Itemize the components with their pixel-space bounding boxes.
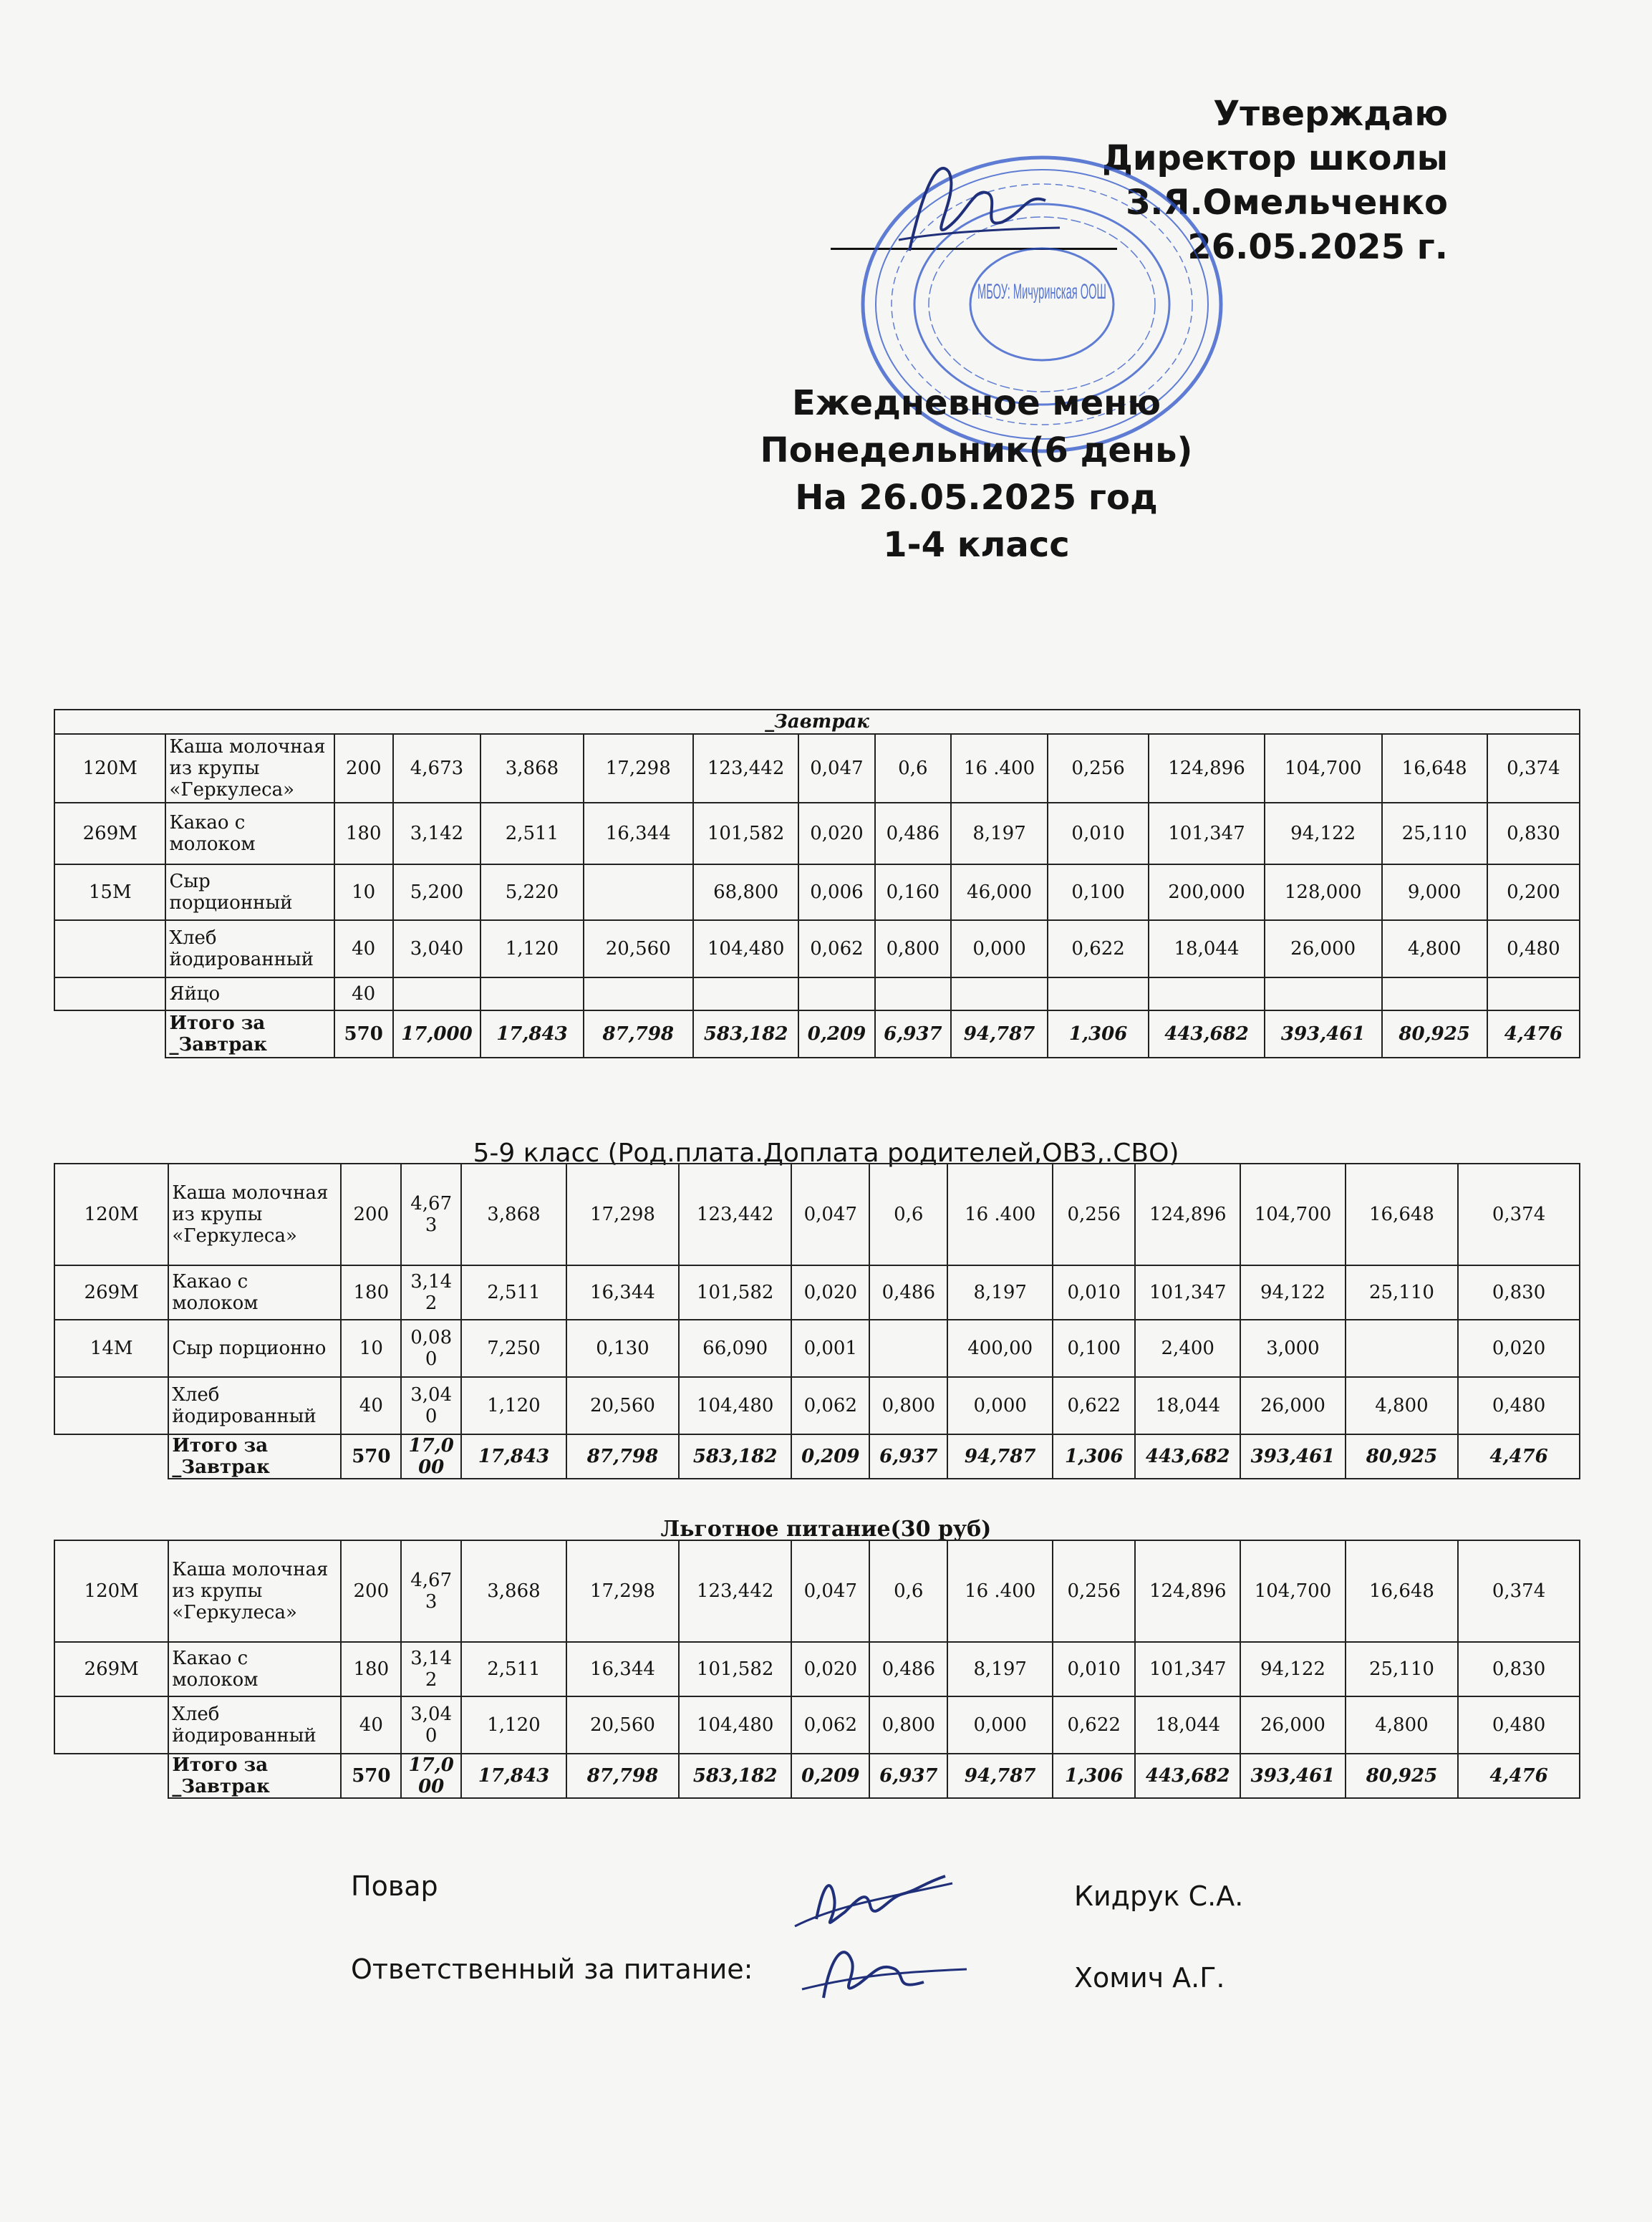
value-cell: 87,798 xyxy=(566,1754,679,1798)
table-row xyxy=(54,920,1580,977)
value-cell: 5,200 xyxy=(393,864,481,920)
value-cell: 0,374 xyxy=(1458,1164,1580,1265)
value-cell: 40 xyxy=(341,1696,401,1754)
value-cell xyxy=(875,977,951,1010)
value-cell: 0,622 xyxy=(1053,1696,1135,1754)
value-cell: 8,197 xyxy=(951,803,1048,864)
recipe-code-cell: 15М xyxy=(54,864,165,920)
page-title: Ежедневное меню xyxy=(792,383,1161,423)
value-cell: 4,800 xyxy=(1346,1696,1458,1754)
value-cell: 4,476 xyxy=(1487,1010,1580,1058)
value-cell: 0,374 xyxy=(1458,1540,1580,1642)
value-cell: 0,160 xyxy=(875,864,951,920)
total-row xyxy=(54,1434,1580,1479)
dish-name-cell: Каша молочная из крупы «Геркулеса» xyxy=(168,1540,341,1642)
dish-name-cell: Итого за _Завтрак xyxy=(165,1010,334,1058)
value-cell: 80,925 xyxy=(1382,1010,1487,1058)
dish-name-cell: Итого за _Завтрак xyxy=(168,1754,341,1798)
table-row xyxy=(54,1540,1580,1642)
director-signature xyxy=(881,143,1067,265)
value-cell: 0,6 xyxy=(869,1540,947,1642)
value-cell: 16,648 xyxy=(1346,1164,1458,1265)
value-cell: 18,044 xyxy=(1135,1696,1240,1754)
value-cell: 4,673 xyxy=(401,1540,461,1642)
recipe-code-cell: 14М xyxy=(54,1320,168,1377)
value-cell: 16,344 xyxy=(566,1265,679,1320)
dish-name-cell: Какао с молоком xyxy=(168,1642,341,1696)
value-cell xyxy=(1487,977,1580,1010)
value-cell xyxy=(693,977,798,1010)
value-cell: 25,110 xyxy=(1346,1265,1458,1320)
value-cell: 0,200 xyxy=(1487,864,1580,920)
value-cell: 101,347 xyxy=(1135,1265,1240,1320)
value-cell xyxy=(951,977,1048,1010)
value-cell: 180 xyxy=(341,1642,401,1696)
value-cell: 4,673 xyxy=(401,1164,461,1265)
value-cell xyxy=(480,977,583,1010)
value-cell: 583,182 xyxy=(693,1010,798,1058)
value-cell: 6,937 xyxy=(875,1010,951,1058)
value-cell: 2,400 xyxy=(1135,1320,1240,1377)
value-cell: 0,209 xyxy=(791,1754,869,1798)
approval-title: Утверждаю xyxy=(1213,94,1448,134)
value-cell: 0,486 xyxy=(875,803,951,864)
value-cell: 3,040 xyxy=(401,1377,461,1434)
value-cell: 0,062 xyxy=(791,1377,869,1434)
value-cell: 0,486 xyxy=(869,1265,947,1320)
value-cell: 443,682 xyxy=(1135,1434,1240,1479)
value-cell: 8,197 xyxy=(947,1642,1053,1696)
value-cell: 0,480 xyxy=(1458,1377,1580,1434)
value-cell: 40 xyxy=(334,920,393,977)
value-cell: 25,110 xyxy=(1346,1642,1458,1696)
value-cell: 0,800 xyxy=(869,1696,947,1754)
value-cell: 87,798 xyxy=(566,1434,679,1479)
responsible-name: Хомич А.Г. xyxy=(1074,1962,1225,1994)
value-cell: 124,896 xyxy=(1135,1164,1240,1265)
value-cell: 180 xyxy=(341,1265,401,1320)
value-cell: 68,800 xyxy=(693,864,798,920)
value-cell: 0,001 xyxy=(791,1320,869,1377)
value-cell: 26,000 xyxy=(1265,920,1382,977)
value-cell: 104,700 xyxy=(1265,734,1382,803)
dish-name-cell: Каша молочная из крупы «Геркулеса» xyxy=(168,1164,341,1265)
value-cell: 0,374 xyxy=(1487,734,1580,803)
value-cell: 94,787 xyxy=(947,1434,1053,1479)
value-cell: 2,511 xyxy=(461,1642,566,1696)
value-cell: 94,787 xyxy=(951,1010,1048,1058)
value-cell: 3,868 xyxy=(480,734,583,803)
value-cell: 0,006 xyxy=(798,864,874,920)
value-cell: 400,00 xyxy=(947,1320,1053,1377)
stamp-text: МБОУ: Мичуринская ООШ xyxy=(977,280,1106,304)
value-cell xyxy=(1149,977,1265,1010)
value-cell: 80,925 xyxy=(1346,1754,1458,1798)
approval-position: Директор школы xyxy=(1102,138,1448,178)
value-cell: 123,442 xyxy=(679,1540,791,1642)
cook-signature xyxy=(773,1855,988,2019)
value-cell: 10 xyxy=(341,1320,401,1377)
dish-name-cell: Хлеб йодированный xyxy=(165,920,334,977)
value-cell: 0,010 xyxy=(1048,803,1149,864)
value-cell: 1,120 xyxy=(480,920,583,977)
value-cell: 3,040 xyxy=(401,1696,461,1754)
value-cell: 40 xyxy=(334,977,393,1010)
value-cell: 3,040 xyxy=(393,920,481,977)
value-cell: 17,843 xyxy=(461,1754,566,1798)
value-cell: 0,000 xyxy=(947,1696,1053,1754)
value-cell: 5,220 xyxy=(480,864,583,920)
value-cell: 200 xyxy=(341,1540,401,1642)
recipe-code-cell xyxy=(54,977,165,1010)
table-row xyxy=(54,864,1580,920)
value-cell: 0,256 xyxy=(1053,1164,1135,1265)
page-day: Понедельник(6 день) xyxy=(760,430,1193,470)
recipe-code-cell xyxy=(54,1377,168,1434)
value-cell: 4,476 xyxy=(1458,1434,1580,1479)
table-row xyxy=(54,1265,1580,1320)
value-cell: 17,000 xyxy=(401,1754,461,1798)
value-cell: 17,843 xyxy=(480,1010,583,1058)
value-cell: 393,461 xyxy=(1240,1434,1346,1479)
cook-label: Повар xyxy=(351,1870,438,1902)
recipe-code-cell xyxy=(54,1434,168,1479)
menu-table-5-9 xyxy=(54,1163,1580,1479)
value-cell: 26,000 xyxy=(1240,1377,1346,1434)
page-header xyxy=(0,380,1652,569)
value-cell: 17,000 xyxy=(401,1434,461,1479)
value-cell: 16,648 xyxy=(1382,734,1487,803)
recipe-code-cell: 120М xyxy=(54,1164,168,1265)
value-cell: 17,298 xyxy=(566,1540,679,1642)
value-cell: 128,000 xyxy=(1265,864,1382,920)
value-cell: 0,047 xyxy=(791,1540,869,1642)
value-cell: 104,480 xyxy=(693,920,798,977)
value-cell: 18,044 xyxy=(1135,1377,1240,1434)
value-cell: 0,480 xyxy=(1458,1696,1580,1754)
value-cell: 0,486 xyxy=(869,1642,947,1696)
value-cell: 87,798 xyxy=(584,1010,693,1058)
recipe-code-cell: 269М xyxy=(54,803,165,864)
value-cell: 0,130 xyxy=(566,1320,679,1377)
table-row xyxy=(54,1320,1580,1377)
value-cell: 0,100 xyxy=(1053,1320,1135,1377)
value-cell: 20,560 xyxy=(566,1377,679,1434)
recipe-code-cell: 269М xyxy=(54,1265,168,1320)
recipe-code-cell xyxy=(54,1010,165,1058)
value-cell: 17,843 xyxy=(461,1434,566,1479)
page-date: На 26.05.2025 год xyxy=(795,478,1158,518)
value-cell: 583,182 xyxy=(679,1754,791,1798)
dish-name-cell: Итого за _Завтрак xyxy=(168,1434,341,1479)
value-cell: 0,209 xyxy=(798,1010,874,1058)
value-cell: 0,047 xyxy=(798,734,874,803)
value-cell: 0,080 xyxy=(401,1320,461,1377)
dish-name-cell: Сыр порционный xyxy=(165,864,334,920)
menu-table-benefit xyxy=(54,1540,1580,1799)
value-cell: 0,622 xyxy=(1053,1377,1135,1434)
value-cell: 0,020 xyxy=(1458,1320,1580,1377)
value-cell: 0,000 xyxy=(951,920,1048,977)
value-cell: 0,020 xyxy=(791,1265,869,1320)
value-cell xyxy=(869,1320,947,1377)
value-cell: 124,896 xyxy=(1135,1540,1240,1642)
value-cell: 16,344 xyxy=(584,803,693,864)
value-cell: 0,020 xyxy=(791,1642,869,1696)
value-cell: 4,476 xyxy=(1458,1754,1580,1798)
value-cell: 101,582 xyxy=(693,803,798,864)
value-cell: 393,461 xyxy=(1265,1010,1382,1058)
value-cell: 3,142 xyxy=(401,1642,461,1696)
value-cell: 123,442 xyxy=(679,1164,791,1265)
value-cell: 46,000 xyxy=(951,864,1048,920)
value-cell: 2,511 xyxy=(461,1265,566,1320)
value-cell: 101,347 xyxy=(1149,803,1265,864)
value-cell: 2,511 xyxy=(480,803,583,864)
value-cell: 0,256 xyxy=(1048,734,1149,803)
recipe-code-cell: 120М xyxy=(54,734,165,803)
page-grade: 1-4 класс xyxy=(883,525,1070,565)
value-cell xyxy=(1265,977,1382,1010)
value-cell: 3,868 xyxy=(461,1164,566,1265)
responsible-label: Ответственный за питание: xyxy=(351,1953,753,1985)
value-cell: 20,560 xyxy=(566,1696,679,1754)
value-cell: 101,347 xyxy=(1135,1642,1240,1696)
value-cell: 0,6 xyxy=(875,734,951,803)
value-cell: 20,560 xyxy=(584,920,693,977)
value-cell: 25,110 xyxy=(1382,803,1487,864)
value-cell: 16 .400 xyxy=(951,734,1048,803)
value-cell: 200 xyxy=(341,1164,401,1265)
value-cell xyxy=(393,977,481,1010)
dish-name-cell: Яйцо xyxy=(165,977,334,1010)
value-cell: 0,480 xyxy=(1487,920,1580,977)
value-cell: 104,480 xyxy=(679,1377,791,1434)
value-cell: 0,6 xyxy=(869,1164,947,1265)
value-cell: 0,062 xyxy=(798,920,874,977)
value-cell: 16,648 xyxy=(1346,1540,1458,1642)
value-cell: 104,700 xyxy=(1240,1540,1346,1642)
value-cell xyxy=(584,977,693,1010)
section-breakfast: _Завтрак xyxy=(54,710,1580,734)
value-cell: 0,800 xyxy=(869,1377,947,1434)
cook-name: Кидрук С.А. xyxy=(1074,1880,1244,1912)
value-cell: 0,020 xyxy=(798,803,874,864)
value-cell: 1,120 xyxy=(461,1377,566,1434)
value-cell: 104,700 xyxy=(1240,1164,1346,1265)
value-cell: 101,582 xyxy=(679,1642,791,1696)
value-cell: 4,800 xyxy=(1346,1377,1458,1434)
table-row xyxy=(54,1696,1580,1754)
value-cell: 17,298 xyxy=(566,1164,679,1265)
value-cell: 101,582 xyxy=(679,1265,791,1320)
value-cell: 16,344 xyxy=(566,1642,679,1696)
value-cell: 3,142 xyxy=(393,803,481,864)
recipe-code-cell xyxy=(54,1754,168,1798)
value-cell: 4,673 xyxy=(393,734,481,803)
dish-name-cell: Какао с молоком xyxy=(165,803,334,864)
table-row xyxy=(54,977,1580,1010)
value-cell: 17,298 xyxy=(584,734,693,803)
value-cell: 123,442 xyxy=(693,734,798,803)
value-cell: 443,682 xyxy=(1149,1010,1265,1058)
value-cell: 8,197 xyxy=(947,1265,1053,1320)
total-row xyxy=(54,1754,1580,1798)
dish-name-cell: Сыр порционно xyxy=(168,1320,341,1377)
value-cell: 4,800 xyxy=(1382,920,1487,977)
value-cell: 200,000 xyxy=(1149,864,1265,920)
value-cell: 180 xyxy=(334,803,393,864)
recipe-code-cell xyxy=(54,1696,168,1754)
value-cell: 94,122 xyxy=(1265,803,1382,864)
value-cell: 16 .400 xyxy=(947,1164,1053,1265)
value-cell: 0,047 xyxy=(791,1164,869,1265)
recipe-code-cell: 269М xyxy=(54,1642,168,1696)
menu-table-1-4 xyxy=(54,709,1580,1058)
value-cell: 3,142 xyxy=(401,1265,461,1320)
approval-director: З.Я.Омельченко xyxy=(1126,183,1448,223)
dish-name-cell: Каша молочная из крупы «Геркулеса» xyxy=(165,734,334,803)
value-cell: 94,122 xyxy=(1240,1265,1346,1320)
value-cell: 0,830 xyxy=(1458,1265,1580,1320)
value-cell: 570 xyxy=(334,1010,393,1058)
value-cell: 0,010 xyxy=(1053,1265,1135,1320)
table-row xyxy=(54,1377,1580,1434)
value-cell: 0,622 xyxy=(1048,920,1149,977)
value-cell: 26,000 xyxy=(1240,1696,1346,1754)
dish-name-cell: Какао с молоком xyxy=(168,1265,341,1320)
value-cell: 40 xyxy=(341,1377,401,1434)
table-row xyxy=(54,1164,1580,1265)
table-row xyxy=(54,734,1580,803)
value-cell xyxy=(584,864,693,920)
value-cell: 1,306 xyxy=(1053,1754,1135,1798)
dish-name-cell: Хлеб йодированный xyxy=(168,1696,341,1754)
value-cell: 7,250 xyxy=(461,1320,566,1377)
value-cell: 18,044 xyxy=(1149,920,1265,977)
dish-name-cell: Хлеб йодированный xyxy=(168,1377,341,1434)
value-cell: 0,209 xyxy=(791,1434,869,1479)
value-cell: 6,937 xyxy=(869,1434,947,1479)
recipe-code-cell xyxy=(54,920,165,977)
value-cell: 393,461 xyxy=(1240,1754,1346,1798)
value-cell: 16 .400 xyxy=(947,1540,1053,1642)
value-cell xyxy=(1048,977,1149,1010)
table-row xyxy=(54,803,1580,864)
recipe-code-cell: 120М xyxy=(54,1540,168,1642)
value-cell: 17,000 xyxy=(393,1010,481,1058)
value-cell: 0,256 xyxy=(1053,1540,1135,1642)
value-cell xyxy=(1382,977,1487,1010)
value-cell: 104,480 xyxy=(679,1696,791,1754)
value-cell: 3,000 xyxy=(1240,1320,1346,1377)
table-row xyxy=(54,1642,1580,1696)
value-cell: 200 xyxy=(334,734,393,803)
value-cell: 0,800 xyxy=(875,920,951,977)
value-cell: 0,000 xyxy=(947,1377,1053,1434)
value-cell: 6,937 xyxy=(869,1754,947,1798)
value-cell: 570 xyxy=(341,1754,401,1798)
approval-date: 26.05.2025 г. xyxy=(1187,227,1448,267)
value-cell: 583,182 xyxy=(679,1434,791,1479)
value-cell: 1,120 xyxy=(461,1696,566,1754)
value-cell: 3,868 xyxy=(461,1540,566,1642)
value-cell: 570 xyxy=(341,1434,401,1479)
value-cell: 0,830 xyxy=(1458,1642,1580,1696)
value-cell: 1,306 xyxy=(1048,1010,1149,1058)
value-cell xyxy=(1346,1320,1458,1377)
value-cell: 0,010 xyxy=(1053,1642,1135,1696)
value-cell: 9,000 xyxy=(1382,864,1487,920)
value-cell: 66,090 xyxy=(679,1320,791,1377)
value-cell xyxy=(798,977,874,1010)
value-cell: 94,787 xyxy=(947,1754,1053,1798)
value-cell: 124,896 xyxy=(1149,734,1265,803)
value-cell: 0,100 xyxy=(1048,864,1149,920)
value-cell: 10 xyxy=(334,864,393,920)
table3-title: Льготное питание(30 руб) xyxy=(660,1517,992,1542)
value-cell: 94,122 xyxy=(1240,1642,1346,1696)
value-cell: 0,830 xyxy=(1487,803,1580,864)
value-cell: 0,062 xyxy=(791,1696,869,1754)
value-cell: 1,306 xyxy=(1053,1434,1135,1479)
value-cell: 443,682 xyxy=(1135,1754,1240,1798)
table2-title: 5-9 класс (Род.плата.Доплата родителей,ОВЗ,.СВО) xyxy=(473,1139,1179,1168)
value-cell: 80,925 xyxy=(1346,1434,1458,1479)
total-row xyxy=(54,1010,1580,1058)
